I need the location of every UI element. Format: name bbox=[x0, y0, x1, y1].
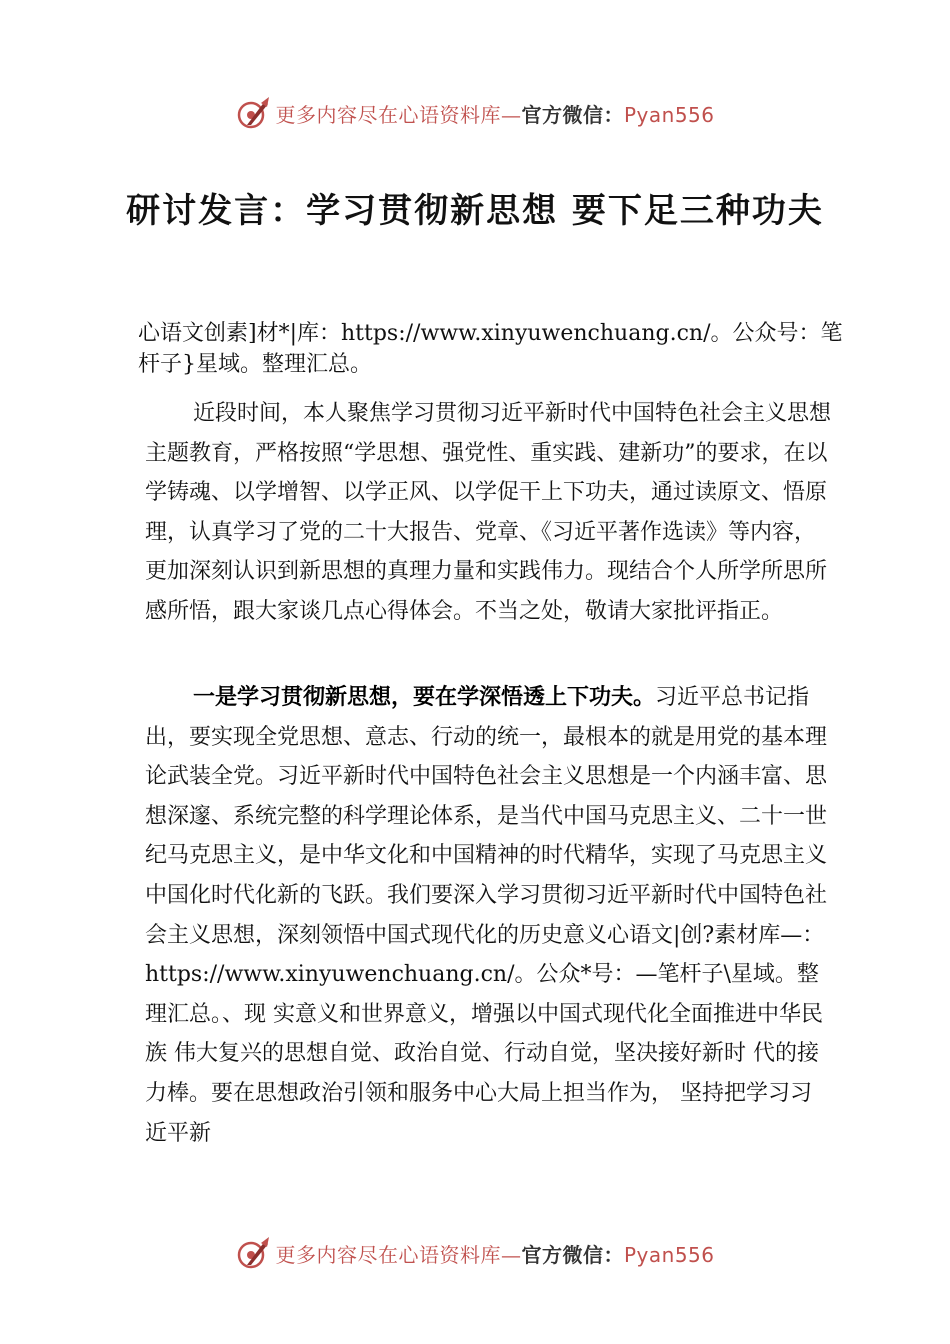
paragraph-lead: 一是学习贯彻新思想，要在学深悟透上下功夫。 bbox=[193, 685, 656, 710]
paragraph-text: 近段时间，本人聚焦学习贯彻习近平新时代中国特色社会主义思想主题教育，严格按照“学思想、强党性、重实践、建新功”的要求，在以学铸魂、以学增智、以学正风、以学促干上下功夫，通过读原文、悟原理，认真学习了党的二十大报告、党章、《习近平著作选读》等内容，更加深刻认识到新思想的真理力量和实践伟力。现结合个人所学所思所感所悟，跟大家谈几点心得体会。不当之处，敬请大家批评指正。 bbox=[145, 401, 832, 624]
quill-logo-icon bbox=[235, 95, 271, 131]
banner-text: 更多内容尽在心语资料库—官方微信：Pyan556 bbox=[275, 1242, 715, 1267]
paragraph-text: 习近平总书记指出，要实现全党思想、意志、行动的统一，最根本的就是用党的基本理论武装全党。习近平新时代中国特色社会主义思想是一个内涵丰富、思想深邃、系统完整的科学理论体系，是当代中国马克思主义、二十一世纪马克思主义，是中华文化和中国精神的时代精华，实现了马克思主义中国化时代化新的飞跃。我们要深入学习贯彻习近平新时代中国特色社会主义思想，深刻领悟中国式现代化的历史意义心语文|创?素材库—：https://www.xinyuwenchuang.cn/。公众*号：—笔杆子\星域。整理汇总。、现 实意义和世界意义，增强以中国式现代化全面推进中华民族 伟大复兴的思想自觉、政治自觉、行动自觉，坚决接好新时 代的接力棒。要在思想政治引领和服务中心大局上担当作为， 坚持把学习习近平新 bbox=[145, 685, 828, 1146]
banner-text: 更多内容尽在心语资料库—官方微信：Pyan556 bbox=[275, 102, 715, 127]
quill-logo-icon bbox=[235, 1235, 271, 1271]
footer-watermark-banner bbox=[0, 1233, 950, 1273]
header-watermark-banner bbox=[0, 93, 950, 133]
document-title: 研讨发言：学习贯彻新思想 要下足三种功夫 bbox=[126, 191, 824, 231]
body-paragraph bbox=[145, 678, 833, 1153]
body-paragraph bbox=[145, 394, 833, 632]
source-note: 心语文创素]材*|库：https://www.xinyuwenchuang.cn/。公众号：笔杆子}星域。整理汇总。 bbox=[138, 321, 843, 377]
